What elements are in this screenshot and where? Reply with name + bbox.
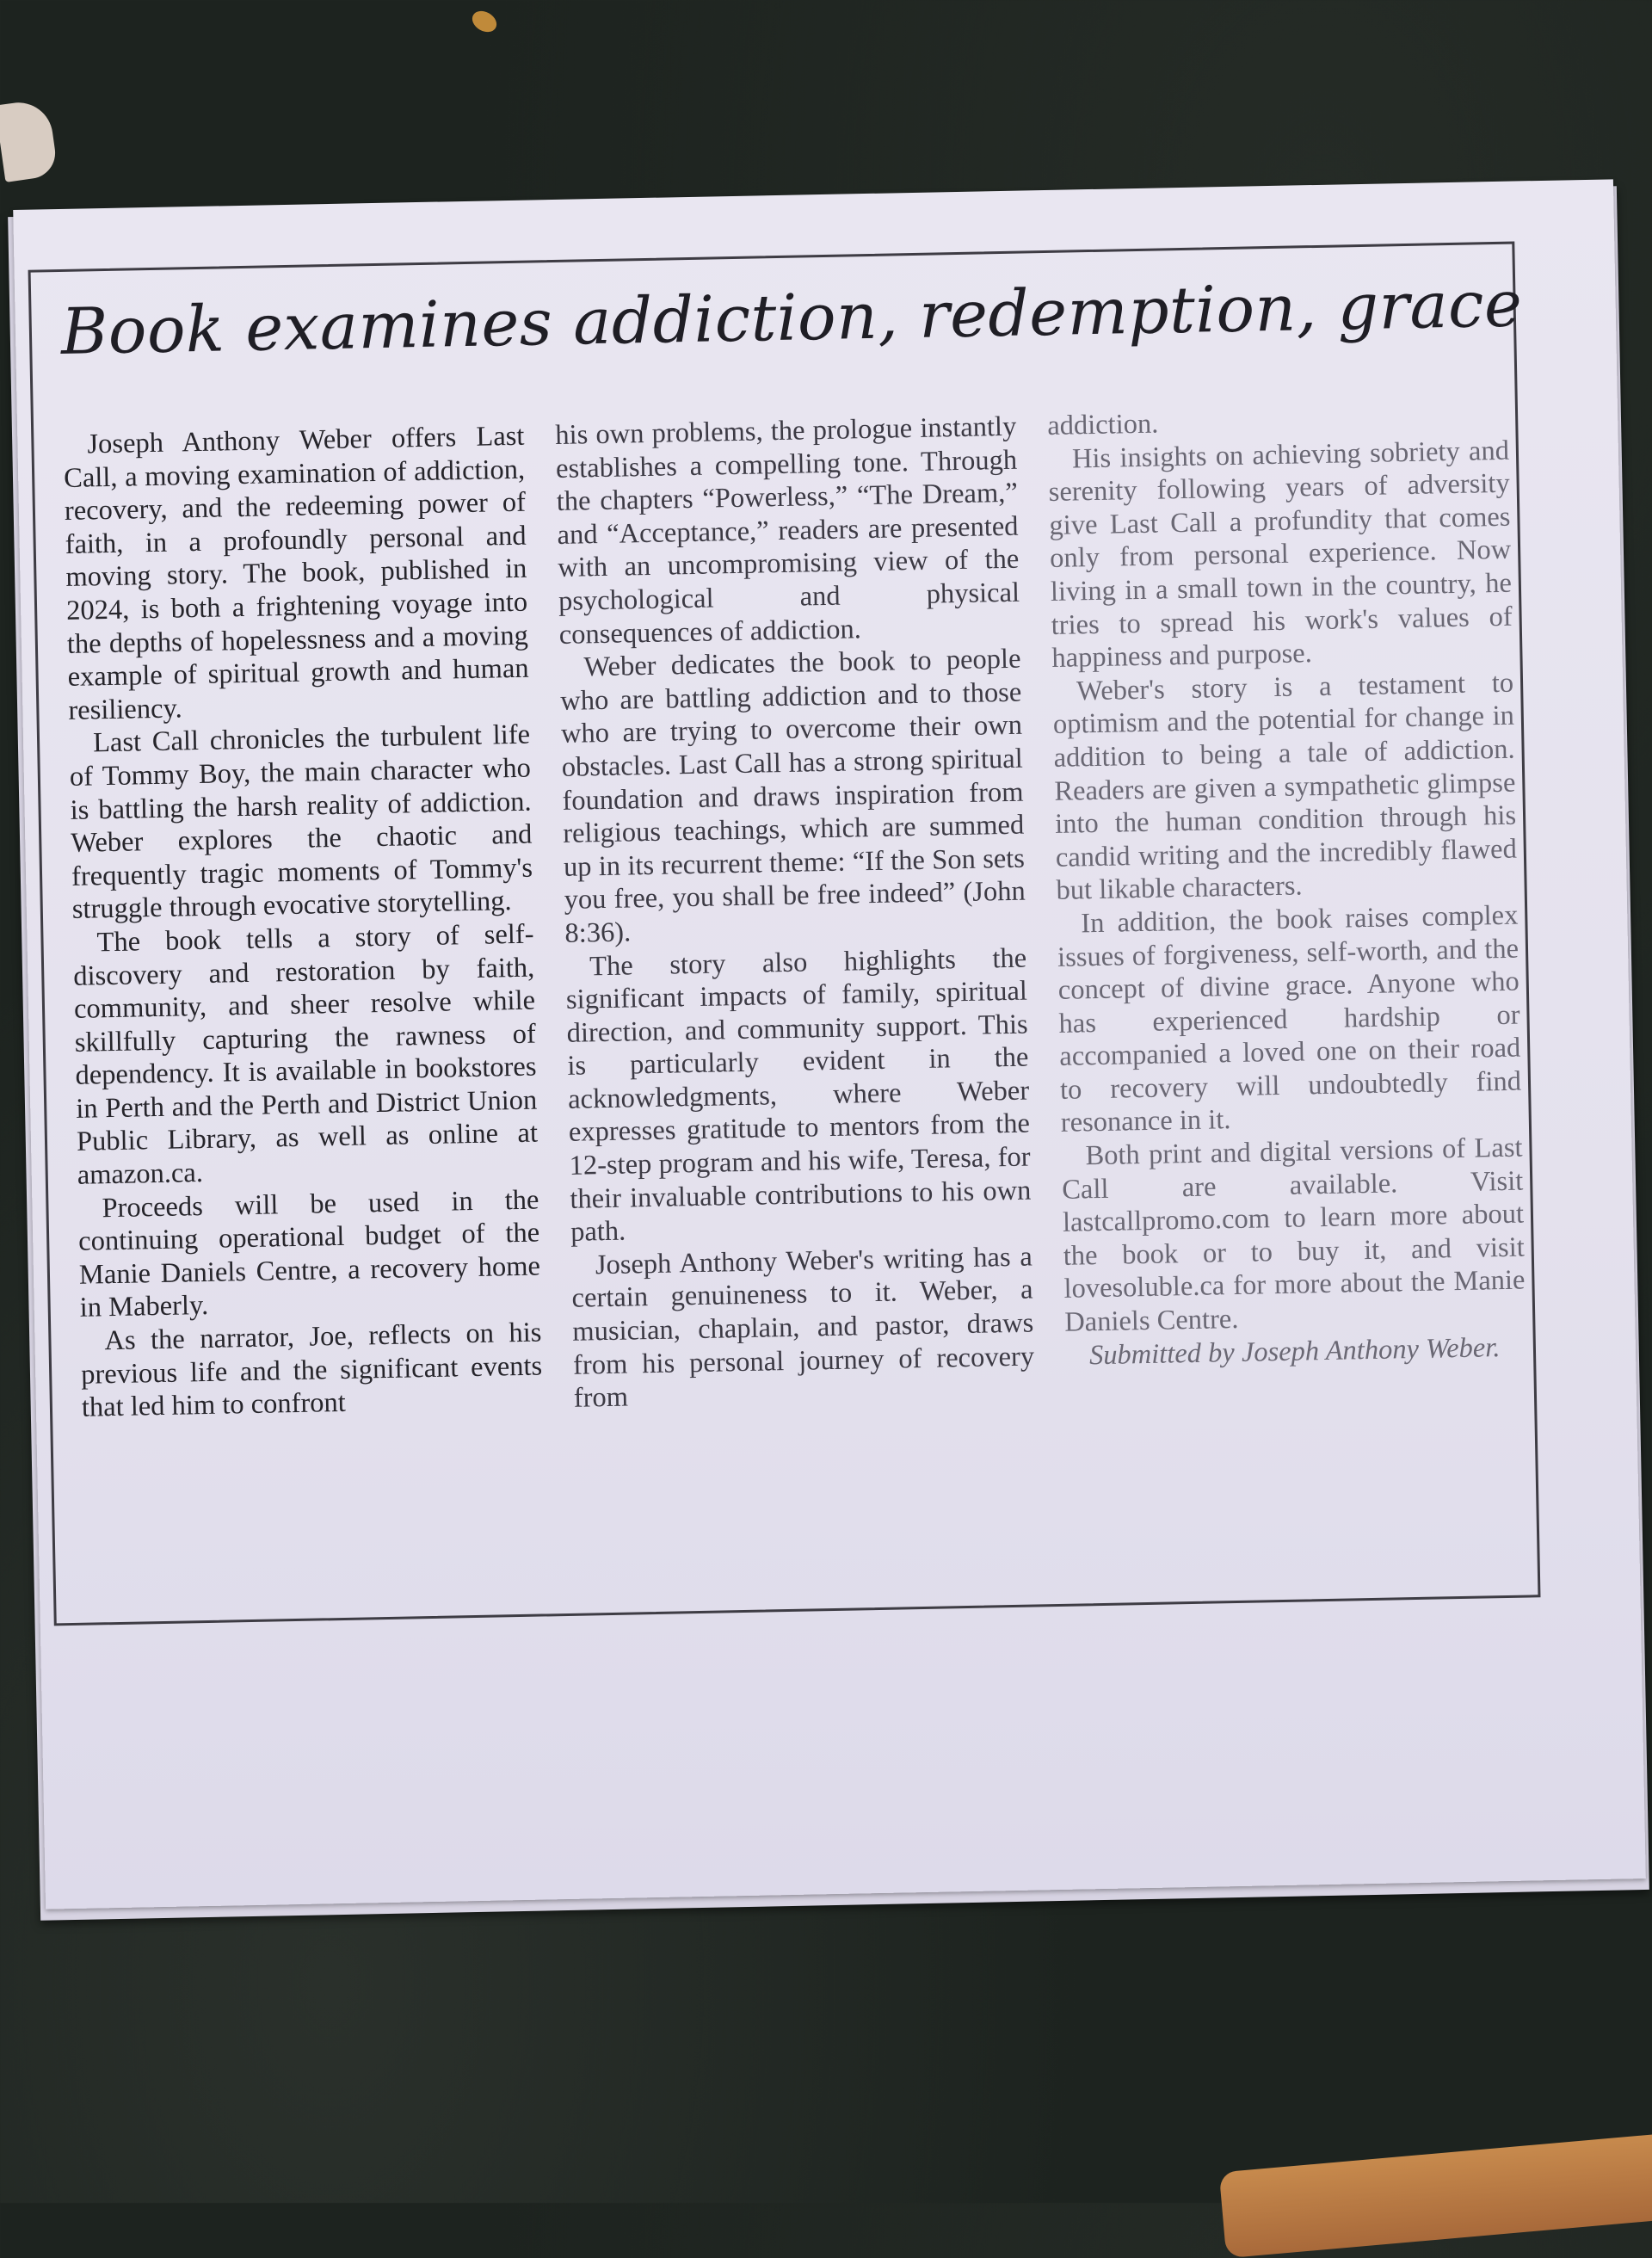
newspaper-page xyxy=(13,179,1646,1909)
article-box xyxy=(28,242,1541,1626)
article-paragraph: Both print and digital versions of Last Call are available. Visit lastcallpromo.com to learn more about the book or to buy it, and visit lovesoluble.ca for more about the Manie Daniels Centre. xyxy=(1061,1132,1526,1338)
article-paragraph: Weber dedicates the book to people who are battling addiction and to those who are trying to overcome their own obstacles. Last Call has a strong spiritual foundation and draws inspiration from religious teachings, which are summed up in its recurrent theme: “If the Son sets you free, you shall be free indeed” (John 8:36). xyxy=(559,643,1026,949)
article-paragraph: addiction. xyxy=(1046,408,1159,442)
article-paragraph: Last Call chronicles the turbulent life of Tommy Boy, the main character who is battling the harsh reality of addiction. Weber explores the chaotic and frequently tragic moments of Tommy's struggle through evocative storytelling. xyxy=(69,719,533,926)
article-credit: Submitted by Joseph Anthony Weber. xyxy=(1088,1331,1501,1371)
paper-scrap xyxy=(0,98,59,182)
article-paragraph: his own problems, the prologue instantly establishes a compelling tone. Through the chapters “Powerless,” “The Dream,” and “Acceptance,” readers are presented with an uncompromising view of the psychological and physical consequences of addiction. xyxy=(555,410,1020,651)
article-column-2 xyxy=(555,410,1039,1598)
article-paragraph: In addition, the book raises complex issues of forgiveness, self-worth, and the concept of divine grace. Anyone who has experienced hardship or accompanied a loved one on their road to recovery will undoubtedly find resonance in it. xyxy=(1057,899,1522,1139)
article-column-1 xyxy=(63,420,546,1607)
article-paragraph: As the narrator, Joe, reflects on his previous life and the significant events that led him to confront xyxy=(80,1317,543,1423)
article-paragraph: The book tells a story of self-discovery and restoration by faith, community, and sheer resolve while skillfully capturing the rawness of dependency. It is available in bookstores in Perth and the Perth and District Union Public Library, as well as online at amazon.ca. xyxy=(72,918,539,1191)
article-paragraph: His insights on achieving sobriety and serenity following years of adversity give Last Call a profundity that comes only from personal experience. Now living in a small town in the country, he tries to spread his work's values of happiness and purpose. xyxy=(1048,435,1513,675)
table-edge xyxy=(1219,2131,1652,2258)
article-headline: Book examines addiction, redemption, grace xyxy=(60,267,1524,369)
article-paragraph: Weber's story is a testament to optimism and the potential for change in addition to being a tale of addiction. Readers are given a sympathetic glimpse into the human condition through his candid writing and the incredibly flawed but likable characters. xyxy=(1052,667,1518,907)
article-column-3 xyxy=(1047,401,1531,1589)
article-paragraph: The story also highlights the significant impacts of family, spiritual direction, and community support. This is particularly evident in the acknowledgments, where Weber expresses gratitude to mentors from the 12-step program and his wife, Teresa, for their invaluable contributions to his own path. xyxy=(565,942,1032,1249)
article-paragraph: Proceeds will be used in the continuing operational budget of the Manie Daniels Centre, a recovery home in Maberly. xyxy=(77,1184,541,1324)
article-columns xyxy=(63,401,1531,1607)
article-paragraph: Joseph Anthony Weber offers Last Call, a moving examination of addiction, recovery, and the redeeming power of faith, in a profoundly personal and moving story. The book, published in 2024, is both a frightening voyage into the depths of hopelessness and a moving example of spiritual growth and human resiliency. xyxy=(63,420,529,726)
article-paragraph: Joseph Anthony Weber's writing has a certain genuineness to it. Weber, a musician, chaplain, and pastor, draws from his personal journey of recovery from xyxy=(571,1241,1035,1414)
crumb-speck xyxy=(469,7,501,36)
